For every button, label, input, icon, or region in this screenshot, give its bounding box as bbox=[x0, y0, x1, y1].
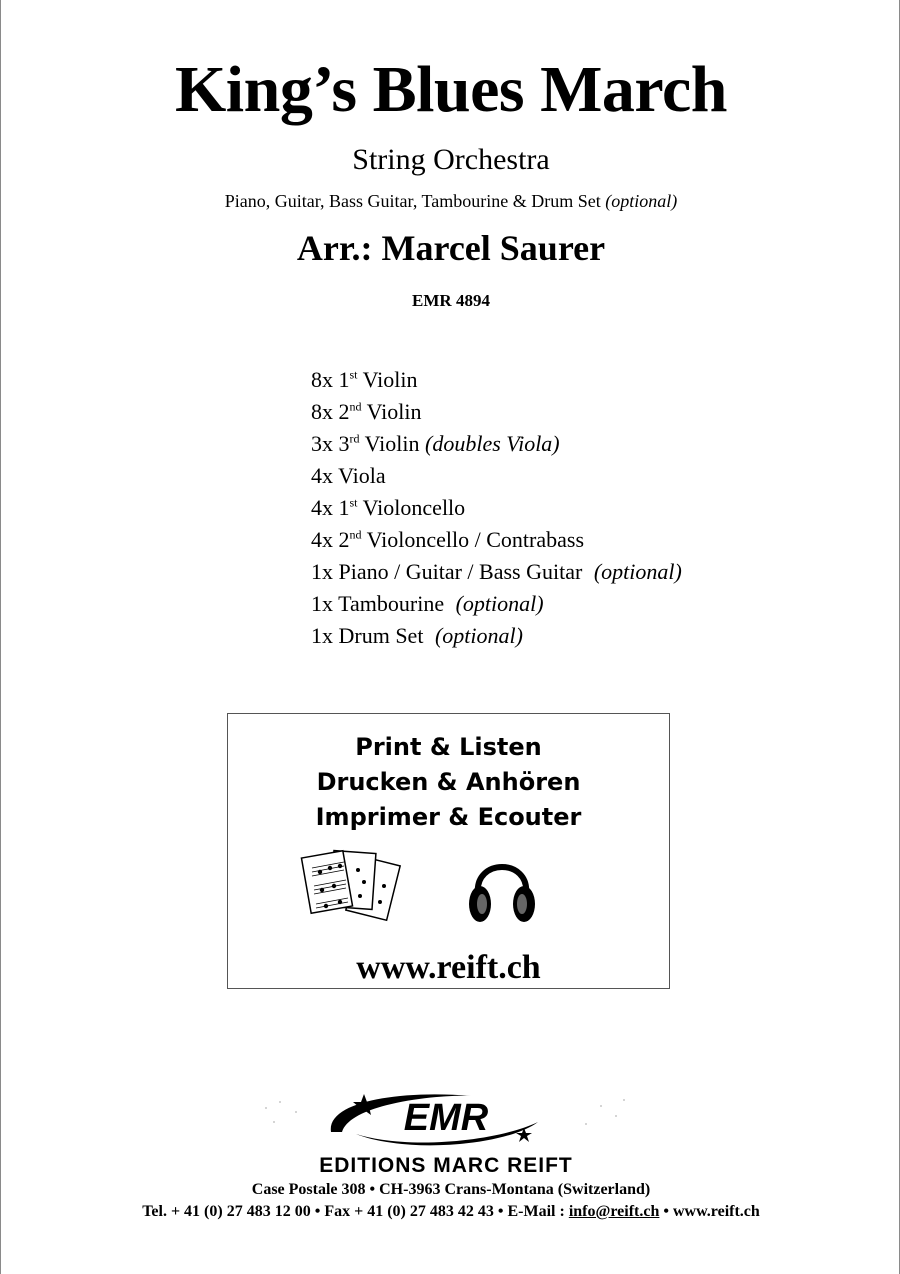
promo-line-french: Imprimer & Ecouter bbox=[315, 803, 582, 831]
headphones-icon bbox=[466, 848, 538, 928]
part-row bbox=[311, 460, 811, 492]
part-instrument: Violin bbox=[357, 367, 418, 392]
instrumentation-text: Piano, Guitar, Bass Guitar, Tambourine & Drum Set bbox=[224, 191, 601, 211]
publisher-contact-line: Tel. + 41 (0) 27 483 12 00 • Fax + 41 (0) 27 483 42 43 • E-Mail : info@reift.ch • www.reift.ch bbox=[142, 1203, 760, 1220]
phone-number: Tel. + 41 (0) 27 483 12 00 bbox=[142, 1203, 311, 1220]
part-quantity: 3x 3 bbox=[311, 431, 350, 456]
instrumentation-note: (optional) bbox=[605, 191, 678, 211]
part-ordinal-suffix: nd bbox=[349, 527, 362, 542]
part-row bbox=[311, 492, 811, 524]
part-row bbox=[311, 524, 811, 556]
part-row bbox=[311, 364, 811, 396]
part-note: (doubles Viola) bbox=[425, 431, 560, 456]
promo-line-english: Print & Listen bbox=[355, 733, 542, 761]
part-quantity: 8x 1 bbox=[311, 367, 350, 392]
part-row bbox=[311, 588, 811, 620]
part-instrument: Violoncello / Contrabass bbox=[361, 527, 585, 552]
website-link[interactable]: www.reift.ch bbox=[673, 1203, 760, 1220]
part-note: (optional) bbox=[455, 591, 544, 616]
print-listen-box bbox=[227, 713, 670, 989]
part-quantity: 1x Drum Set bbox=[311, 623, 429, 648]
part-quantity: 1x Tambourine bbox=[311, 591, 450, 616]
parts-list bbox=[311, 364, 811, 652]
sheet-music-icon bbox=[300, 846, 412, 928]
publisher-address: Case Postale 308 • CH-3963 Crans-Montana (Switzerland) bbox=[251, 1181, 651, 1198]
part-row bbox=[311, 556, 811, 588]
part-row bbox=[311, 396, 811, 428]
part-note: (optional) bbox=[434, 623, 523, 648]
subtitle: String Orchestra bbox=[352, 143, 550, 176]
part-ordinal-suffix: rd bbox=[349, 431, 360, 446]
part-quantity: 4x Viola bbox=[311, 463, 386, 488]
part-instrument: Violoncello bbox=[357, 495, 466, 520]
instrumentation-line bbox=[1, 189, 900, 213]
part-quantity: 4x 2 bbox=[311, 527, 350, 552]
catalog-code: EMR 4894 bbox=[412, 291, 490, 310]
emr-publisher-logo bbox=[256, 1088, 636, 1180]
part-instrument: Violin bbox=[361, 399, 422, 424]
email-label: E-Mail : bbox=[507, 1203, 565, 1220]
part-note: (optional) bbox=[593, 559, 682, 584]
page-title: King’s Blues March bbox=[174, 53, 728, 126]
part-instrument: Violin bbox=[359, 431, 426, 456]
part-ordinal-suffix: st bbox=[349, 495, 358, 510]
email-link[interactable]: info@reift.ch bbox=[568, 1203, 660, 1220]
promo-website-link[interactable]: www.reift.ch bbox=[356, 949, 541, 986]
part-quantity: 1x Piano / Guitar / Bass Guitar bbox=[311, 559, 588, 584]
promo-line-german: Drucken & Anhören bbox=[316, 768, 581, 796]
part-ordinal-suffix: st bbox=[349, 367, 358, 382]
publisher-name: EDITIONS MARC REIFT bbox=[319, 1154, 573, 1177]
part-quantity: 4x 1 bbox=[311, 495, 350, 520]
arranger: Arr.: Marcel Saurer bbox=[296, 228, 606, 268]
logo-emr-text: EMR bbox=[403, 1097, 489, 1139]
part-row bbox=[311, 428, 811, 460]
part-ordinal-suffix: nd bbox=[349, 399, 362, 414]
part-row bbox=[311, 620, 811, 652]
part-quantity: 8x 2 bbox=[311, 399, 350, 424]
fax-number: Fax + 41 (0) 27 483 42 43 bbox=[324, 1203, 494, 1220]
